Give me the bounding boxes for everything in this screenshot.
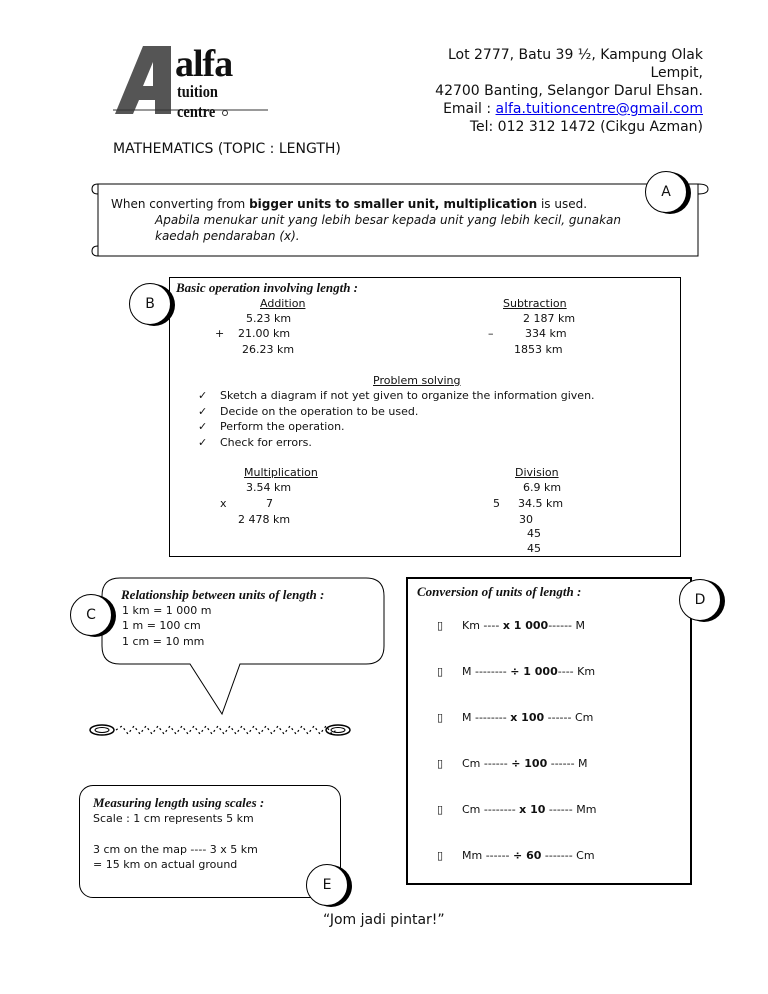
rule-post: is used.: [537, 197, 588, 211]
check-icon: ✓: [198, 404, 208, 418]
section-a-malay-1: Apabila menukar unit yang lebih besar kepada unit yang lebih kecil, gunakan: [155, 213, 622, 227]
section-c-line3: 1 cm = 10 mm: [122, 635, 205, 648]
bullet-icon: ▯: [437, 619, 444, 632]
rule-pre: When converting from: [111, 197, 250, 211]
email-link[interactable]: alfa.tuitioncentre@gmail.com: [495, 101, 703, 117]
section-a-badge: A: [645, 171, 687, 213]
conversion-row: ▯ Mm ------ ÷ 60 ------- Cm: [437, 849, 595, 862]
conversion-row: ▯ Cm -------- x 10 ------ Mm: [437, 803, 597, 816]
conversion-row: ▯ M -------- x 100 ------ Cm: [437, 711, 594, 724]
conversion-row: ▯ M -------- ÷ 1 000---- Km: [437, 665, 596, 678]
step-item: ✓ Decide on the operation to be used.: [198, 404, 419, 418]
section-e-badge: E: [306, 864, 348, 906]
multiplication-result: 2 478 km: [238, 513, 291, 526]
multiplication-line2: 7: [266, 497, 273, 510]
division-quotient: 6.9 km: [523, 481, 562, 494]
bullet-icon: ▯: [437, 803, 444, 816]
section-e-line3: = 15 km on actual ground: [93, 858, 238, 871]
section-a-malay-2: kaedah pendaraban (x).: [155, 229, 300, 243]
logo: [113, 43, 273, 121]
section-c-heading: Relationship between units of length :: [121, 587, 325, 602]
rule-bold: bigger units to smaller unit, multiplication: [249, 197, 538, 211]
bullet-icon: ▯: [437, 849, 444, 862]
check-icon: ✓: [198, 420, 208, 433]
division-divisor: 5: [493, 497, 500, 510]
step-item: ✓ Perform the operation.: [198, 420, 345, 433]
check-icon: ✓: [198, 435, 208, 449]
division-step2: 45: [527, 527, 541, 540]
subtraction-title: Subtraction: [503, 297, 567, 310]
check-icon: ✓: [198, 389, 208, 402]
address-line1: Lot 2777, Batu 39 ½, Kampung Olak: [447, 47, 703, 63]
address-line3: 42700 Banting, Selangor Darul Ehsan.: [435, 83, 703, 99]
addition-line2: 21.00 km: [238, 327, 291, 340]
logo-subtitle: tuition centre: [177, 82, 218, 121]
section-c-badge: C: [70, 594, 112, 636]
section-e-line1: Scale : 1 cm represents 5 km: [93, 812, 254, 825]
address-tel: Tel: 012 312 1472 (Cikgu Azman): [469, 119, 703, 135]
division-dividend: 34.5 km: [518, 497, 564, 510]
subtraction-sign: –: [488, 327, 494, 340]
step-item: ✓ Check for errors.: [198, 435, 312, 449]
section-d-badge: D: [679, 579, 721, 621]
section-e-line2: 3 cm on the map ---- 3 x 5 km: [93, 843, 258, 856]
footer-slogan: “Jom jadi pintar!”: [323, 912, 445, 928]
logo-word: alfa: [175, 43, 233, 85]
page-title: MATHEMATICS (TOPIC : LENGTH): [113, 141, 341, 157]
decorative-divider: [88, 720, 356, 740]
multiplication-line1: 3.54 km: [246, 481, 292, 494]
bullet-icon: ▯: [437, 711, 444, 724]
address-block: [373, 46, 703, 135]
addition-title: Addition: [260, 297, 306, 310]
email-label: Email :: [443, 101, 496, 117]
section-b-badge: B: [129, 283, 171, 325]
multiplication-sign: x: [220, 497, 227, 510]
step-item: ✓ Sketch a diagram if not yet given to organize the information given.: [198, 389, 595, 402]
section-c-line1: 1 km = 1 000 m: [122, 604, 212, 617]
section-a-rule: [111, 197, 587, 211]
conversion-row: ▯ Cm ------ ÷ 100 ------ M: [437, 757, 588, 770]
division-step3: 45: [527, 542, 541, 555]
address-email-row: [373, 100, 703, 118]
division-step1: 30: [519, 513, 533, 526]
bullet-icon: ▯: [437, 665, 444, 678]
conversion-row: ▯ Km ---- x 1 000------ M: [437, 619, 585, 632]
section-b-heading: Basic operation involving length :: [176, 280, 359, 295]
division-title: Division: [515, 466, 559, 479]
addition-line1: 5.23 km: [246, 312, 292, 325]
subtraction-result: 1853 km: [514, 343, 563, 356]
addition-sign: +: [215, 327, 225, 340]
section-c-line2: 1 m = 100 cm: [122, 619, 201, 632]
section-e-heading: Measuring length using scales :: [93, 795, 265, 810]
problem-solving-title: Problem solving: [373, 374, 461, 387]
addition-result: 26.23 km: [242, 343, 295, 356]
problem-steps: [198, 388, 595, 450]
multiplication-title: Multiplication: [244, 466, 318, 479]
bullet-icon: ▯: [437, 757, 444, 770]
subtraction-line2: 334 km: [525, 327, 567, 340]
subtraction-line1: 2 187 km: [523, 312, 576, 325]
address-line2: Lempit,: [650, 65, 703, 81]
section-d-heading: Conversion of units of length :: [417, 584, 582, 599]
